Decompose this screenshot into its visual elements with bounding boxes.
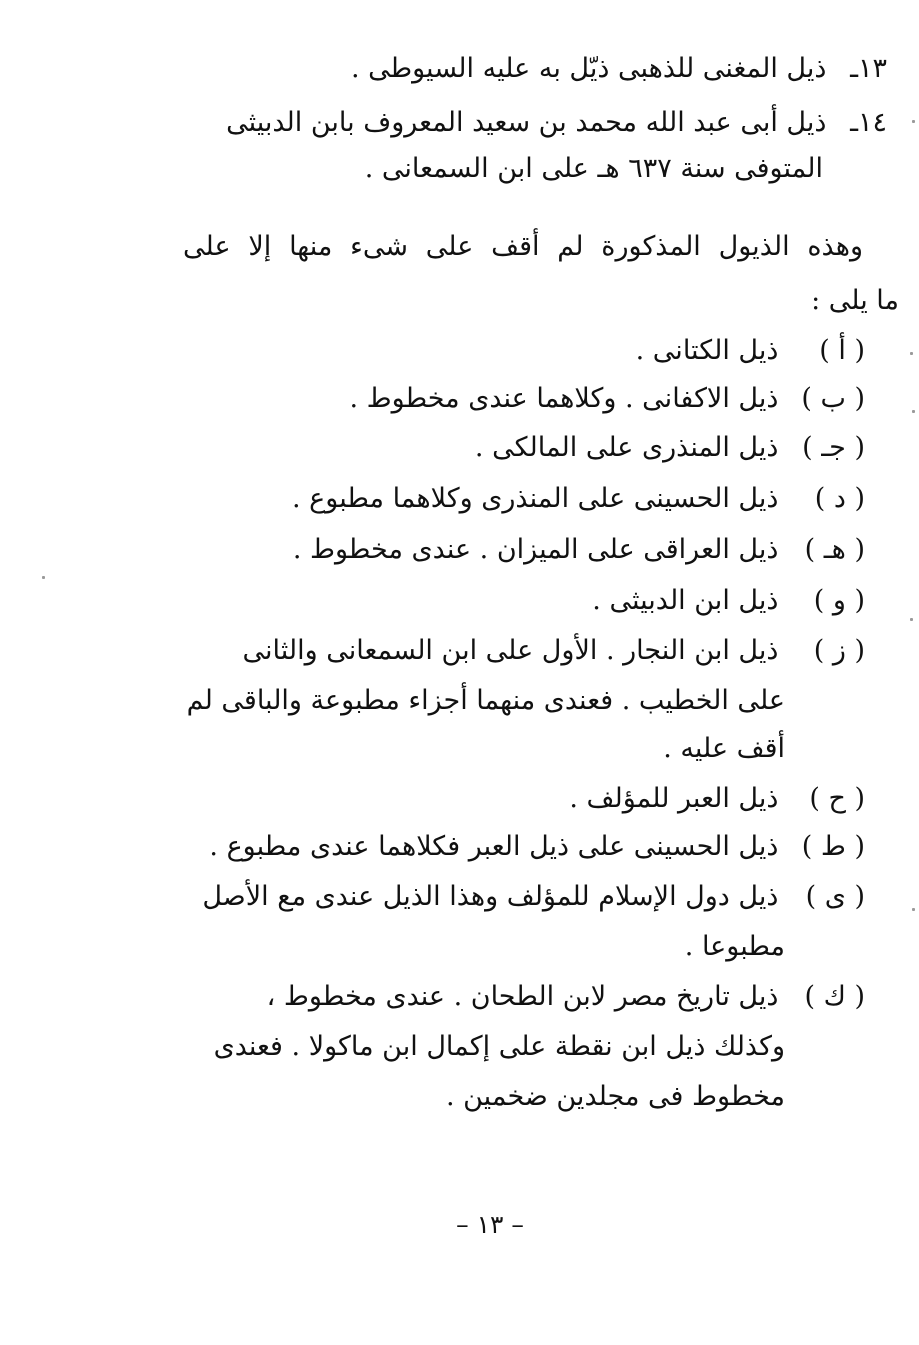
- scan-speck: [912, 120, 915, 123]
- item-label: ( و ): [813, 585, 865, 616]
- list-item: [185, 523, 865, 577]
- scan-speck: [42, 576, 45, 579]
- paragraph-text: ما يلى :: [811, 285, 899, 316]
- list-item: [185, 870, 865, 924]
- list-item-continuation: [185, 920, 785, 974]
- scan-speck: [912, 410, 915, 413]
- entry-text: المتوفى سنة ٦٣٧ هـ على ابن السمعانى .: [364, 153, 823, 184]
- item-text: ذيل العبر للمؤلف .: [569, 783, 779, 814]
- list-item-continuation: [185, 674, 785, 728]
- item-label: ( هـ ): [804, 534, 865, 565]
- entry-14-continuation: [183, 142, 823, 196]
- entry-text: ذيل المغنى للذهبى ذيّل به عليه السيوطى .: [350, 53, 827, 84]
- list-item-continuation: [185, 722, 785, 776]
- entry-text: ذيل أبى عبد الله محمد بن سعيد المعروف بابن الدبيثى: [226, 107, 827, 138]
- item-label: ( ك ): [804, 981, 865, 1012]
- item-label: ( ط ): [801, 831, 865, 862]
- item-text: ذيل ابن النجار . الأول على ابن السمعانى والثانى: [242, 635, 779, 666]
- scan-speck: [910, 352, 913, 355]
- paragraph-text: وهذه الذيول المذكورة لم أقف على شىء منها إلا على: [183, 231, 863, 262]
- item-text: ذيل المنذرى على المالكى .: [474, 432, 779, 463]
- list-item: [185, 574, 865, 628]
- item-text: على الخطيب . فعندى منهما أجزاء مطبوعة والباقى لم: [186, 685, 785, 716]
- item-text: ذيل الاكفانى . وكلاهما عندى مخطوط .: [349, 383, 779, 414]
- item-label: ( ز ): [813, 635, 865, 666]
- entry-13: [187, 42, 887, 96]
- item-text: ذيل دول الإسلام للمؤلف وهذا الذيل عندى مع الأصل: [202, 881, 779, 912]
- list-item: [185, 421, 865, 475]
- list-item: [185, 472, 865, 526]
- item-text: ذيل الحسينى على ذيل العبر فكلاهما عندى مطبوع .: [209, 831, 779, 862]
- item-label: ( ح ): [809, 783, 865, 814]
- paragraph-line: [183, 220, 863, 274]
- item-text: مطبوعا .: [684, 931, 785, 962]
- list-item: [185, 820, 865, 874]
- entry-number: ١٣ـ: [850, 53, 887, 84]
- item-text: مخطوط فى مجلدين ضخمين .: [445, 1081, 785, 1112]
- list-item: [185, 970, 865, 1024]
- scan-speck: [912, 908, 915, 911]
- list-item: [185, 624, 865, 678]
- item-text: أقف عليه .: [663, 733, 785, 764]
- list-item-continuation: [185, 1020, 785, 1074]
- scan-speck: [910, 618, 913, 621]
- item-text: ذيل تاريخ مصر لابن الطحان . عندى مخطوط ،: [266, 981, 779, 1012]
- item-text: ذيل العراقى على الميزان . عندى مخطوط .: [292, 534, 779, 565]
- item-text: ذيل ابن الدبيثى .: [592, 585, 779, 616]
- item-label: ( ى ): [805, 881, 865, 912]
- list-item: [185, 772, 865, 826]
- list-item-continuation: [185, 1070, 785, 1124]
- list-item: [185, 372, 865, 426]
- item-label: ( ب ): [801, 383, 865, 414]
- paragraph-line: [599, 274, 899, 328]
- list-item: [185, 324, 865, 378]
- item-text: وكذلك ذيل ابن نقطة على إكمال ابن ماكولا . فعندى: [213, 1031, 785, 1062]
- item-label: ( د ): [814, 483, 865, 514]
- page-number: – ١٣ –: [456, 1210, 524, 1239]
- item-label: ( أ ): [819, 335, 865, 366]
- item-text: ذيل الحسينى على المنذرى وكلاهما مطبوع .: [292, 483, 779, 514]
- entry-number: ١٤ـ: [850, 107, 887, 138]
- item-label: ( جـ ): [802, 432, 865, 463]
- item-text: ذيل الكتانى .: [635, 335, 779, 366]
